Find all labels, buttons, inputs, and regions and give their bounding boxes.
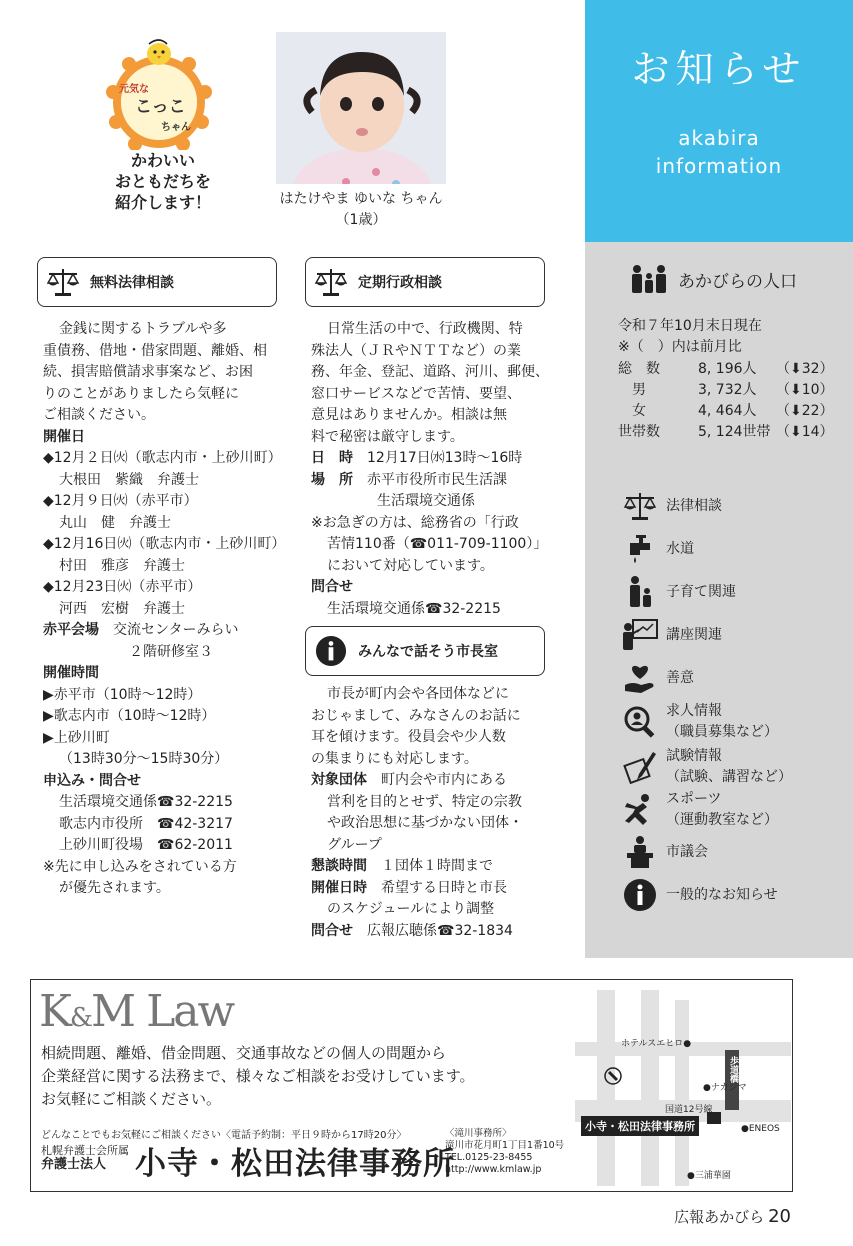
advert-address-line[interactable]: http://www.kmlaw.jp xyxy=(445,1164,542,1175)
legal-intro-line: 金銭に関するトラブルや多 xyxy=(59,321,227,337)
population-change: （⬇10） xyxy=(776,382,834,398)
admin-date-label: 日 時 xyxy=(311,450,353,466)
advert-address-line: 滝川市花月町1丁目1番10号 xyxy=(445,1140,565,1151)
population-date: 令和７年10月末日現在 xyxy=(618,318,762,334)
kokko-intro-line: かわいい xyxy=(130,151,195,170)
mayor-intro-line: おじゃまして、みなさんのお話に xyxy=(311,707,521,724)
mayor-body xyxy=(311,684,551,942)
family-icon xyxy=(630,264,668,294)
advert-address-line: 〈滝川事務所〉 xyxy=(445,1128,512,1139)
legend-label: 講座関連 xyxy=(666,626,722,643)
population-change: （⬇32） xyxy=(776,361,834,377)
mayor-date-value: 希望する日時と市長 xyxy=(381,879,507,896)
admin-body xyxy=(311,319,551,620)
legal-date: ◆12月16日㈫（歌志内市・上砂川町） xyxy=(43,536,286,552)
legal-intro-line: 続、損害賠償請求事案など、お困 xyxy=(43,364,253,380)
mayor-date-value: のスケジュールにより調整 xyxy=(327,901,495,917)
advert-copy xyxy=(41,1042,475,1111)
page-number: 20 xyxy=(768,1206,791,1227)
admin-urgent: ※お急ぎの方は、総務省の「行政 xyxy=(311,514,519,531)
legal-lawyer: 丸山 健 弁護士 xyxy=(59,514,171,531)
legend-label: 一般的なお知らせ xyxy=(666,886,778,903)
advert-line: お気軽にご相談ください。 xyxy=(41,1090,222,1108)
legend-label-main: 求人情報 xyxy=(666,703,722,719)
info-icon xyxy=(312,632,350,670)
admin-place-value: 赤平市役所市民生活課 xyxy=(367,471,507,488)
legend-item xyxy=(620,746,792,788)
legal-intro-line: ご相談ください。 xyxy=(43,407,155,423)
mayor-target-value: グループ xyxy=(327,836,382,853)
mayor-section-header xyxy=(305,626,545,676)
map-label-route: 国道12号線 xyxy=(665,1105,713,1115)
job-search-icon xyxy=(620,702,660,742)
legal-section-header xyxy=(37,257,277,307)
kokko-mascot-badge xyxy=(105,38,213,150)
legal-venue-label: 赤平会場 xyxy=(43,622,99,638)
admin-intro-line: 殊法人（ＪＲやＮＴＴなど）の業 xyxy=(311,342,521,359)
mayor-target-value: 営利を目的とせず、特定の宗教 xyxy=(327,793,522,810)
mayor-intro-line: の集まりにも対応します。 xyxy=(311,750,478,767)
population-label: 世帯数 xyxy=(618,424,660,440)
admin-date-value: 12月17日㈬13時～16時 xyxy=(367,450,523,466)
podium-icon xyxy=(620,832,660,872)
advert-address-line: TEL.0125-23-8455 xyxy=(445,1152,533,1163)
advert-hours: どんなことでもお気軽にご相談ください〈電話予約制：平日９時から17時20分〉 xyxy=(41,1130,407,1141)
legal-lawyer: 村田 雅彦 弁護士 xyxy=(59,557,185,574)
office-map xyxy=(575,990,791,1186)
map-label-nakajima: ●ナカジマ xyxy=(703,1083,747,1093)
population-label: 総 数 xyxy=(618,361,660,377)
admin-intro-line: 窓口サービスなどで苦情、要望、 xyxy=(311,385,521,402)
legal-time: ▶上砂川町 xyxy=(43,729,110,746)
legend-item xyxy=(620,875,778,915)
population-title-text: あかびらの人口 xyxy=(678,271,797,292)
mayor-target-value: や政治思想に基づかない団体・ xyxy=(327,815,523,831)
page-footer xyxy=(674,1206,791,1227)
admin-section-header xyxy=(305,257,545,307)
mayor-duration-label: 懇談時間 xyxy=(311,858,367,874)
advert-org xyxy=(41,1144,129,1172)
admin-place-value: 生活環境交通係 xyxy=(377,493,475,509)
admin-intro-line: 日常生活の中で、行政機関、特 xyxy=(327,321,523,337)
admin-intro-line: 務、年金、登記、道路、河川、郵便、 xyxy=(311,364,549,380)
legend-label-main: スポーツ xyxy=(666,791,722,807)
mayor-target xyxy=(311,770,551,792)
admin-intro-line: 料で秘密は厳守します。 xyxy=(311,428,464,445)
kokko-intro-line: 紹介します！ xyxy=(114,193,211,212)
admin-contact: 生活環境交通係☎32-2215 xyxy=(327,600,501,617)
legal-note: が優先されます。 xyxy=(59,880,170,896)
sidebar-subtitle-line: akabira xyxy=(678,126,760,150)
kokko-badge-small: 元気な xyxy=(119,84,149,95)
sidebar-subtitle-line: information xyxy=(655,154,783,178)
population-label: 男 xyxy=(618,382,646,398)
legal-contact: 歌志内市役所 ☎42-3217 xyxy=(59,815,233,832)
sidebar-header xyxy=(585,0,853,242)
advert-line: 企業経営に関する法務まで、様々なご相談をお受けしています。 xyxy=(41,1067,475,1085)
legal-time: ▶赤平市（10時～12時） xyxy=(43,686,202,703)
legal-contact: 生活環境交通係☎32-2215 xyxy=(59,794,233,810)
scales-icon xyxy=(620,486,660,526)
legal-venue-value: 交流センターみらい xyxy=(113,622,239,638)
legal-body xyxy=(43,319,286,900)
population-value: 5, 124世帯 xyxy=(698,424,771,440)
legal-time: （13時30分～15時30分） xyxy=(59,751,229,767)
kokko-intro xyxy=(98,150,228,213)
baby-age: （1歳） xyxy=(335,212,387,228)
legal-date: ◆12月23日㈫（赤平市） xyxy=(43,579,202,595)
legal-contact-label: 申込み・問合せ xyxy=(43,772,141,789)
heart-hand-icon xyxy=(620,658,660,698)
mayor-target-label: 対象団体 xyxy=(311,772,367,788)
admin-place-label: 場 所 xyxy=(311,471,353,488)
lecture-icon xyxy=(620,615,660,655)
street-map-graphic xyxy=(575,990,791,1186)
map-label-hotel: ホテルスエヒロ● xyxy=(621,1039,692,1049)
legend-label: 子育て関連 xyxy=(666,583,736,600)
legend-item xyxy=(620,486,722,526)
legal-contact: 上砂川町役場 ☎62-2011 xyxy=(59,837,233,853)
legend-label: 善意 xyxy=(666,669,694,686)
mayor-target-value: 町内会や市内にある xyxy=(381,772,507,788)
advert-org-line: 札幌弁護士会所属 xyxy=(41,1144,129,1157)
logo-word: Law xyxy=(134,986,234,1037)
mayor-section-title: みんなで話そう市長室 xyxy=(358,644,498,660)
faucet-icon xyxy=(620,529,660,569)
kokko-intro-line: おともだちを xyxy=(114,172,211,191)
scales-icon xyxy=(312,263,350,301)
mayor-date xyxy=(311,878,551,900)
legal-dates-label: 開催日 xyxy=(43,428,85,445)
mayor-duration-value: １団体１時間まで xyxy=(381,858,493,874)
legal-section-title: 無料法律相談 xyxy=(90,275,174,291)
legend-label xyxy=(666,701,778,743)
baby-caption xyxy=(262,189,460,231)
legal-lawyer: 河西 宏樹 弁護士 xyxy=(59,600,185,617)
legend-label: 市議会 xyxy=(666,843,708,860)
baby-name: はたけやま ゆいな ちゃん xyxy=(279,191,443,207)
sidebar-title: お知らせ xyxy=(631,47,807,91)
mayor-intro-line: 耳を傾けます。役員会や少人数 xyxy=(311,729,506,745)
population-label: 女 xyxy=(618,403,646,419)
population-note: ※（ ）内は前月比 xyxy=(618,339,742,355)
legend-item xyxy=(620,572,736,612)
legal-venue xyxy=(43,620,275,642)
admin-contact-label: 問合せ xyxy=(311,579,353,595)
legal-date: ◆12月９日㈫（赤平市） xyxy=(43,493,198,509)
parent-child-icon xyxy=(620,572,660,612)
legend-label xyxy=(666,746,792,788)
mayor-contact xyxy=(311,921,551,943)
kokko-badge-tail: ちゃん xyxy=(161,122,191,133)
sports-icon xyxy=(620,790,660,830)
admin-intro-line: 意見はありませんか。相談は無 xyxy=(311,407,507,423)
legend-label xyxy=(666,789,778,831)
advert-address xyxy=(445,1128,564,1176)
mayor-contact-label: 問合せ xyxy=(311,922,353,939)
legal-time: ▶歌志内市（10時～12時） xyxy=(43,708,216,724)
footer-publication: 広報あかびら xyxy=(674,1208,765,1226)
admin-section-title: 定期行政相談 xyxy=(358,275,442,291)
mayor-duration xyxy=(311,856,551,878)
kokko-badge-name: こっこ xyxy=(135,97,186,117)
legend-label-main: 試験情報 xyxy=(666,748,722,764)
sidebar-subtitle xyxy=(585,124,853,180)
logo-letter: K xyxy=(39,986,70,1037)
legend-label-sub: （試験、講習など） xyxy=(666,769,792,785)
legend-label: 法律相談 xyxy=(666,497,722,514)
map-label-bridge: 歩道橋 xyxy=(728,1056,738,1083)
mayor-intro-line: 市長が町内会や各団体などに xyxy=(327,686,509,702)
population-value: 4, 464人 xyxy=(698,403,757,419)
admin-urgent: において対応しています。 xyxy=(327,557,494,574)
exam-writing-icon xyxy=(620,747,660,787)
legend-item xyxy=(620,529,694,569)
population-change: （⬇14） xyxy=(776,424,834,440)
info-icon xyxy=(620,875,660,915)
population-change: （⬇22） xyxy=(776,403,834,419)
population-value: 8, 196人 xyxy=(698,361,757,377)
legend-label-sub: （運動教室など） xyxy=(666,812,778,828)
legend-label: 水道 xyxy=(666,540,694,557)
admin-urgent: 苦情110番（☎011-709-1100）」 xyxy=(327,536,548,552)
mayor-date-label: 開催日時 xyxy=(311,879,367,896)
map-label-miura: ●三浦華園 xyxy=(687,1171,731,1181)
legend-item xyxy=(620,832,708,872)
admin-place xyxy=(311,470,551,492)
map-label-eneos: ●ENEOS xyxy=(741,1124,780,1134)
admin-date xyxy=(311,448,551,470)
population-title xyxy=(630,262,797,296)
legal-venue-room: ２階研修室３ xyxy=(129,643,213,660)
legend-item xyxy=(620,615,722,655)
legend-item xyxy=(620,701,778,743)
map-office-label: 小寺・松田法律事務所 xyxy=(581,1116,699,1136)
legal-lawyer: 大根田 紫織 弁護士 xyxy=(59,471,199,488)
logo-ampersand: & xyxy=(69,1003,92,1033)
km-law-logo xyxy=(39,986,233,1037)
law-office-advert xyxy=(30,979,793,1192)
mayor-contact-value: 広報広聴係☎32-1834 xyxy=(367,922,513,939)
advert-line: 相続問題、離婚、借金問題、交通事故などの個人の問題から xyxy=(41,1044,447,1062)
logo-letter: M xyxy=(91,986,135,1037)
legend-label-sub: （職員募集など） xyxy=(666,724,778,740)
population-value: 3, 732人 xyxy=(698,382,757,398)
legal-note: ※先に申し込みをされている方 xyxy=(43,858,237,875)
scales-icon xyxy=(44,263,82,301)
legal-intro-line: りのことがありましたら気軽に xyxy=(43,385,239,402)
legal-time-label: 開催時間 xyxy=(43,665,99,681)
legal-intro-line: 重債務、借地・借家問題、離婚、相 xyxy=(43,342,267,359)
legend-item xyxy=(620,789,778,831)
advert-firm-name: 小寺・松田法律事務所 xyxy=(135,1146,455,1182)
baby-photo xyxy=(276,32,446,184)
advert-org-line: 弁護士法人 xyxy=(41,1157,107,1172)
legal-date: ◆12月２日㈫（歌志内市・上砂川町） xyxy=(43,450,282,466)
legend-item xyxy=(620,658,694,698)
